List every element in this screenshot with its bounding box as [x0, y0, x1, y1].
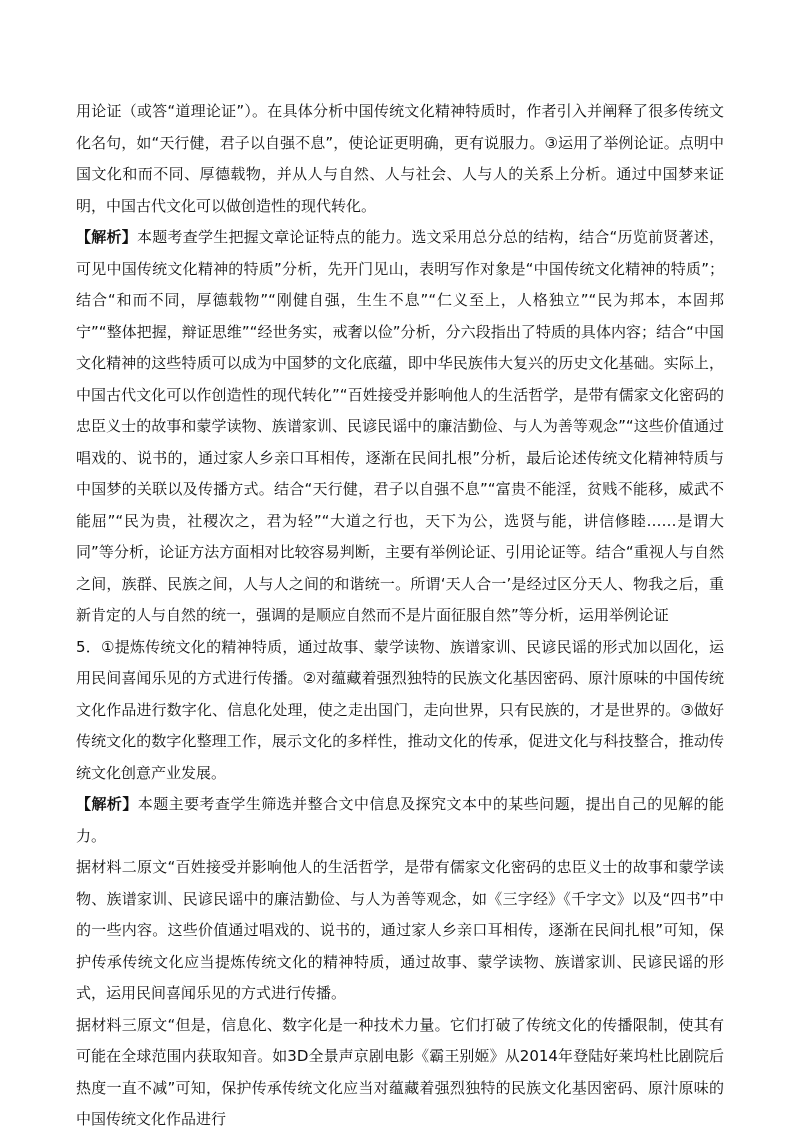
document-page: [76, 96, 724, 1136]
paragraph-text: 本题主要考查学生筛选并整合文中信息及探究文本中的某些问题，提出自己的见解的能力。: [76, 795, 724, 845]
answer-paragraph-5: [76, 632, 724, 790]
paragraph-text: 5．①提炼传统文化的精神特质，通过故事、蒙学读物、族谱家训、民谚民谣的形式加以固化，运用民间喜闻乐见的方式进行传播。②对蕴藏着强烈独特的民族文化基因密码、原汁原味的中国传统文化作品进行数字化、信息化处理，使之走出国门，走向世界，只有民族的，才是世界的。③做好传统文化的数字化整理工作，展示文化的多样性，推动文化的传承，促进文化与科技整合，推动传统文化创意产业发展。: [76, 637, 724, 782]
analysis-paragraph-1: [76, 222, 724, 632]
material-2-paragraph: [76, 852, 724, 1010]
analysis-tag: 【解析】: [76, 228, 137, 246]
paragraph-text: 本题考查学生把握文章论证特点的能力。选文采用总分总的结构，结合“历览前贤著述，可见中国传统文化精神的特质”分析，先开门见山，表明写作对象是“中国传统文化精神的特质”；结合“和而不同，厚德载物”“刚健自强，生生不息”“仁义至上，人格独立”“民为邦本，本固邦宁”“整体把握，辩证思维”“经世务实，戒奢以俭”分析，分六段指出了特质的具体内容；结合“中国文化精神的这些特质可以成为中国梦的文化底蕴，即中华民族伟大复兴的历史文化基础。实际上，中国古代文化可以作创造性的现代转化”“百姓接受并影响他人的生活哲学，是带有儒家文化密码的忠臣义士的故事和蒙学读物、族谱家训、民谚民谣中的廉洁勤俭、与人为善等观念”“这些价值通过唱戏的、说书的，通过家人乡亲口耳相传，逐渐在民间扎根”分析，最后论述传统文化精神特质与中国梦的关联以及传播方式。结合“天行健，君子以自强不息”“富贵不能淫，贫贱不能移，威武不能屈”“民为贵，社稷次之，君为轻”“大道之行也，天下为公，选贤与能，讲信修睦……是谓大同”等分析，论证方法方面相对比较容易判断，主要有举例论证、引用论证等。结合“重视人与自然之间，族群、民族之间，人与人之间的和谐统一。所谓‘天人合一’是经过区分天人、物我之后，重新肯定的人与自然的统一，强调的是顺应自然而不是片面征服自然”等分析，运用举例论证: [76, 228, 724, 624]
paragraph-text: 据材料三原文“但是，信息化、数字化是一种技术力量。它们打破了传统文化的传播限制，使其有可能在全球范围内获取知音。如3D全景声京剧电影《霸王别姬》从2014年登陆好莱坞杜比剧院后热度一直不减”可知，保护传承传统文化应当对蕴藏着强烈独特的民族文化基因密码、原汁原味的中国传统文化作品进行: [76, 1015, 724, 1128]
material-3-paragraph: [76, 1010, 724, 1136]
paragraph-text: 据材料二原文“百姓接受并影响他人的生活哲学，是带有儒家文化密码的忠臣义士的故事和蒙学读物、族谱家训、民谚民谣中的廉洁勤俭、与人为善等观念，如《三字经》《千字文》以及“四书”中的一些内容。这些价值通过唱戏的、说书的，通过家人乡亲口耳相传，逐渐在民间扎根”可知，保护传承传统文化应当提炼传统文化的精神特质，通过故事、蒙学读物、族谱家训、民谚民谣的形式，运用民间喜闻乐见的方式进行传播。: [76, 858, 724, 1002]
analysis-paragraph-2: [76, 789, 724, 852]
answer-paragraph-1: [76, 96, 724, 222]
analysis-tag: 【解析】: [76, 795, 138, 813]
paragraph-text: 用论证（或答“道理论证”）。在具体分析中国传统文化精神特质时，作者引入并阐释了很多传统文化名句，如“天行健，君子以自强不息”，使论证更明确，更有说服力。③运用了举例论证。点明中国文化和而不同、厚德载物，并从人与自然、人与社会、人与人的关系上分析。通过中国梦来证明，中国古代文化可以做创造性的现代转化。: [76, 102, 724, 215]
